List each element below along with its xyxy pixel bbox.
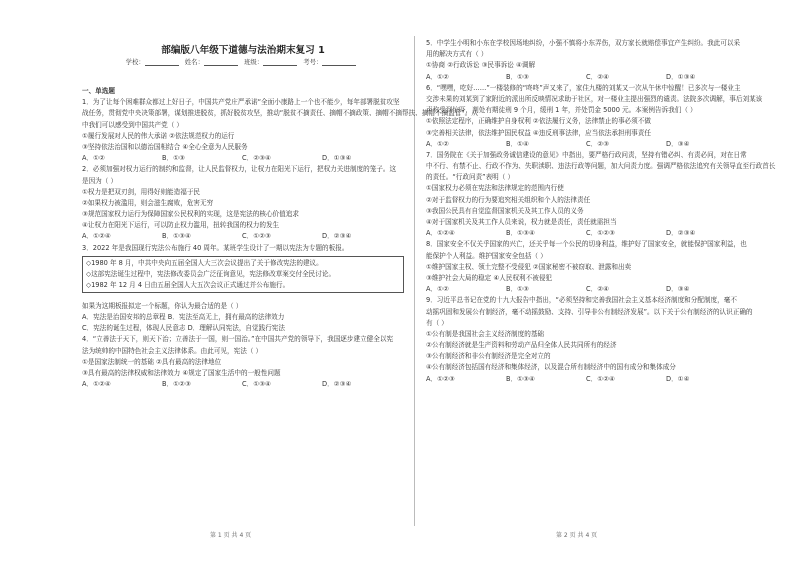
- question-line: 中不行、有禁不止、行政不作为、失职渎职、违法行政等问题，加大问责力度。强调严格依法追究有关领导直至行政首长: [426, 162, 776, 171]
- option-c: C．②④: [586, 285, 610, 294]
- statement-line: ①依照法定程序，正确维护自身权利 ②依法履行义务，法律禁止的事必须不做: [426, 117, 651, 126]
- statement-line: ②如果权力被滥用，则会滋生腐败，危害无穷: [82, 198, 214, 207]
- question-line: 的责任。“行政问责”表明（ ）: [426, 173, 515, 182]
- question-line: 是因为（ ）: [82, 176, 118, 185]
- statement-line: ①权力是把双刃剑，用得好则能造福于民: [82, 187, 201, 196]
- question-line: 法为统帅的中国特色社会主义法律体系。由此可见，宪法（ ）: [82, 346, 263, 355]
- statement-line: ③坚持依法治国和以德治国相结合 ④全心全意为人民服务: [82, 142, 248, 151]
- statement-line: ①维护国家主权、领土完整不受侵犯 ②国家秘密不被窃取、泄露和出卖: [426, 262, 632, 271]
- question-line: 1．为了让每个困难群众都过上好日子，中国共产党庄严承诺“全面小康路上一个也不能少，每年部署脱贫攻坚: [82, 98, 400, 107]
- option-a: A．①②④: [82, 232, 111, 241]
- statement-line: ②公有制经济就是生产资料和劳动产品归全体人民共同所有的经济: [426, 341, 617, 350]
- info-class-label: 班级：: [244, 58, 264, 66]
- material-line: ◇1980 年 8 月，中共中央向五届全国人大三次会议提出了关于修改宪法的建议。: [86, 258, 323, 267]
- answer-options: [82, 153, 404, 164]
- option-d: D．①③④: [322, 154, 352, 163]
- option-b: B．①③④: [162, 232, 191, 241]
- option-b: B．①③: [506, 285, 529, 294]
- statement-line: ③具有最高的法律权威和法律效力 ④规定了国家生活中的一般性问题: [82, 368, 281, 377]
- option-c: C．②③: [586, 139, 610, 148]
- question-line: 战任务，贯彻党中央决策部署，谋划推进脱贫，抓好脱贫攻坚，推动“脱贫不摘责任、摘帽不摘政策、摘帽不摘帮扶、摘帽不摘监管”。从: [82, 109, 478, 118]
- option-d: D．①③④: [666, 72, 696, 81]
- question-line: 7．国务院在《关于加强政务诚信建设的意见》中指出，要严格行政问责，坚持有错必纠、有责必问，对在日常: [426, 150, 747, 159]
- material-line: ◇这部宪法诞生过程中，宪法修改委员会广泛征询意见，宪法修改草案交付全民讨论。: [86, 269, 336, 278]
- id-field[interactable]: [322, 58, 356, 66]
- option-line: A．宪法是治国安邦的总章程 B．宪法至高无上，拥有最高的法律效力: [82, 313, 285, 321]
- page-number-right: 第 2 页 共 4 页: [556, 532, 598, 539]
- option-c: C．②④: [586, 72, 610, 81]
- info-name-label: 姓名：: [184, 58, 204, 66]
- option-d: D．②③④: [322, 380, 352, 389]
- statement-line: ④对于国家机关及其工作人员来说，权力就是责任，责任就需担当: [426, 218, 617, 226]
- answer-options: [426, 284, 748, 295]
- option-a: A．①②: [426, 285, 449, 294]
- option-c: C．①②③: [242, 232, 271, 241]
- answer-options: [426, 228, 748, 239]
- statement-line: ④让权力在阳光下运行，可以防止权力滥用，扭转我国的权力的发生: [82, 221, 280, 230]
- answer-options: [426, 139, 748, 150]
- statement-line: ④公有制经济包括国有经济和集体经济，以及混合所有制经济中的国有成分和集体成分: [426, 363, 676, 372]
- answer-options: [82, 231, 404, 242]
- statement-line: ①协商 ②行政诉讼 ③民事诉讼 ④调解: [426, 61, 536, 70]
- option-d: D．③④: [666, 139, 690, 148]
- option-b: B．①②③: [162, 380, 191, 389]
- option-b: B．①③④: [506, 229, 535, 238]
- statement-line: ②对于监督权力的行为要追究相关组织和个人的法律责任: [426, 195, 591, 204]
- question-line: 6．“嘿嘿，吃好……”一楼装修的“咚咚”声又来了，家住九楼的刘某又一次从午休中惊醒！已多次与一楼业主: [426, 83, 741, 92]
- material-line: ◇1982 年 12 月 4 日由五届全国人大五次会议正式通过并公布施行。: [86, 280, 290, 289]
- question-line: 如果为这期板报拟定一个标题，你认为最合适的是（ ）: [82, 301, 243, 310]
- statement-line: ③完善相关法律，依法维护国民权益 ④违反刑事法律，应当依法承担刑事责任: [426, 128, 651, 137]
- option-b: B．①③: [506, 72, 529, 81]
- statement-line: ③维护社会大局的稳定 ④人民权利不被侵犯: [426, 273, 553, 282]
- answer-options: [426, 374, 748, 385]
- option-d: D．③④: [666, 285, 690, 294]
- statement-line: ③公有制经济和非公有制经济是完全对立的: [426, 352, 551, 361]
- option-d: D．②③④: [322, 232, 352, 241]
- question-line: 3．2022 年是我国现行宪法公布施行 40 周年。某班学生设计了一期以宪法为专题的板报。: [82, 243, 349, 252]
- question-line: 4．“立善法于天下，则天下治；立善法于一国，则一国治。”在中国共产党的领导下，我国逐步建立健全以宪: [82, 335, 394, 344]
- question-line: 2．必须加强对权力运行的制约和监督，让人民监督权力，让权力在阳光下运行，把权力关进制度的笼子。这: [82, 165, 397, 174]
- option-a: A．①②④: [426, 229, 455, 238]
- info-id-label: 考号：: [303, 58, 323, 66]
- option-c: C．①②④: [586, 374, 615, 383]
- option-line: C．宪法的诞生过程，体现人民意志 D．理解认同宪法，自觉践行宪法: [82, 324, 285, 333]
- answer-options: [82, 379, 404, 390]
- student-info-row: [82, 57, 404, 66]
- option-b: B．①③: [162, 154, 185, 163]
- page-number-left: 第 1 页 共 4 页: [210, 532, 252, 539]
- question-line: 9．习近平总书记在党的十九大报告中指出，“必须坚持和完善我国社会主义基本经济制度和分配制度，毫不: [426, 296, 737, 305]
- question-line: 交涉未果的刘某到了家附近的派出所反映情况求助于社区，对一楼业主提出强烈的谴责。法院多次调解，事后刘某该: [426, 94, 763, 103]
- statement-line: ①国家权力必须在宪法和法律规定的范围内行使: [426, 184, 564, 193]
- question-line: 用的解决方式有（ ）: [426, 50, 488, 59]
- school-field[interactable]: [145, 58, 179, 66]
- page-title: 部编版八年级下道德与法治期末复习 1: [161, 45, 325, 56]
- option-d: D．②③④: [666, 229, 696, 238]
- option-a: A．①②: [426, 72, 449, 81]
- option-a: A．①②③: [426, 374, 455, 383]
- question-line: 声称受到惊吓，判处有期徒刑 9 个月，缓刑 1 年，并处罚金 5000 元。本案例告诉我们（ ）: [426, 106, 697, 115]
- question-line: 8．国家安全不仅关乎国家的兴亡，还关乎每一个公民的切身利益，维护好了国家安全，就能保护国家利益，也: [426, 240, 747, 249]
- option-c: C．①②③: [586, 229, 615, 238]
- option-b: B．①③④: [506, 374, 535, 383]
- statement-line: ①是国家法制统一的基础 ②具有最高的法律地位: [82, 357, 222, 366]
- question-line: 动摇巩固和发展公有制经济，毫不动摇鼓励、支持、引导非公有制经济发展”。以下关于公有制经济的认识正确的: [426, 307, 753, 316]
- statement-line: ①公有制是我国社会主义经济制度的基础: [426, 329, 545, 338]
- section-heading: 一、单选题: [82, 87, 115, 95]
- option-b: B．①④: [506, 139, 529, 148]
- info-school-label: 学校：: [125, 58, 145, 66]
- question-line: 有（ ）: [426, 318, 448, 327]
- answer-options: [426, 72, 748, 83]
- statement-line: ③规范国家权力运行为保障国家公民权利的实现，这是宪法的核心价值追求: [82, 210, 299, 219]
- statement-line: ③我国公民具有自觉监督国家机关及其工作人员的义务: [426, 206, 584, 215]
- name-field[interactable]: [204, 58, 238, 66]
- option-a: A．①②: [82, 154, 105, 163]
- option-a: A．①②: [426, 139, 449, 148]
- question-line: 5．中学生小明和小东在学校因场地纠纷，小强不慎将小东弄伤，双方家长就赔偿事宜产生纠纷。我此可以采: [426, 39, 741, 47]
- question-line: 中我们可以感受到中国共产党（ ）: [82, 120, 184, 129]
- material-box: [82, 256, 404, 293]
- option-c: C．①③④: [242, 380, 271, 389]
- option-c: C．②③④: [242, 154, 271, 163]
- question-line: 能保护个人利益。维护国家安全包括（ ）: [426, 251, 547, 260]
- class-field[interactable]: [263, 58, 297, 66]
- right-column: [426, 38, 776, 385]
- option-d: D．①④: [666, 374, 690, 383]
- option-a: A．①②④: [82, 380, 111, 389]
- statement-line: ①履行发展对人民的伟大承诺 ②依法规范权力的运行: [82, 131, 235, 140]
